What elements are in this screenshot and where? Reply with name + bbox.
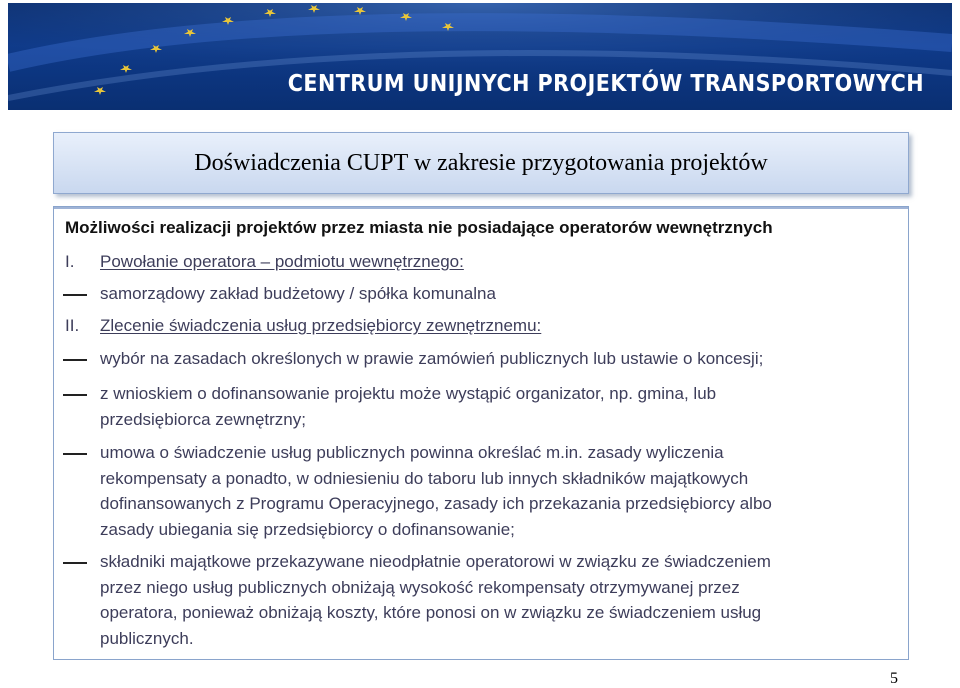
roman-numeral-2: II. — [65, 316, 80, 335]
text-line: publicznych. — [100, 628, 194, 648]
header-banner — [8, 3, 952, 110]
page-number: 5 — [890, 670, 898, 687]
list-item-4 — [100, 346, 763, 372]
roman-numeral-1: I. — [65, 252, 75, 271]
list-item-7 — [100, 549, 771, 651]
text-line: umowa o świadczenie usług publicznych powinna określać m.in. zasady wyliczenia — [100, 443, 724, 462]
list-item-3: Zlecenie świadczenia usług przedsiębiorcy zewnętrznemu: — [100, 316, 542, 335]
banner-title: CENTRUM UNIJNYCH PROJEKTÓW TRANSPORTOWYCH — [287, 71, 924, 97]
dash-bullet — [63, 394, 87, 396]
text-line: składniki majątkowe przekazywane nieodpłatnie operatorowi w związku ze świadczeniem — [100, 552, 771, 571]
text-line: przedsiębiorca zewnętrzny; — [100, 409, 306, 429]
list-item-1: Powołanie operatora – podmiotu wewnętrznego: — [100, 252, 464, 271]
text-line: zasady ubiegania się przedsiębiorcy o dofinansowanie; — [100, 519, 515, 539]
text-line: dofinansowanych z Programu Operacyjnego, zasady ich przekazania przedsiębiorcy albo — [100, 494, 772, 513]
slide-title-box — [53, 132, 909, 194]
dash-bullet — [63, 562, 87, 564]
dash-bullet — [63, 294, 87, 296]
list-item-2: samorządowy zakład budżetowy / spółka komunalna — [100, 284, 496, 303]
dash-bullet — [63, 359, 87, 361]
dash-bullet — [63, 453, 87, 455]
text-line: operatora, ponieważ obniżają koszty, które ponosi on w związku ze świadczeniem usług — [100, 603, 762, 622]
section-heading: Możliwości realizacji projektów przez miasta nie posiadające operatorów wewnętrznych — [65, 218, 773, 237]
text-line: wybór na zasadach określonych w prawie zamówień publicznych lub ustawie o koncesji; — [100, 349, 764, 368]
text-line: przez niego usług publicznych obniżają wysokość rekompensaty otrzymywanej przez — [100, 577, 740, 597]
list-item-6 — [100, 440, 772, 542]
text-line: z wnioskiem o dofinansowanie projektu może wystąpić organizator, np. gmina, lub — [100, 384, 717, 403]
list-item-5 — [100, 381, 716, 432]
text-line: rekompensaty a ponadto, w odniesieniu do taboru lub innych składników majątkowych — [100, 468, 749, 488]
slide-title: Doświadczenia CUPT w zakresie przygotowania projektów — [194, 149, 768, 176]
